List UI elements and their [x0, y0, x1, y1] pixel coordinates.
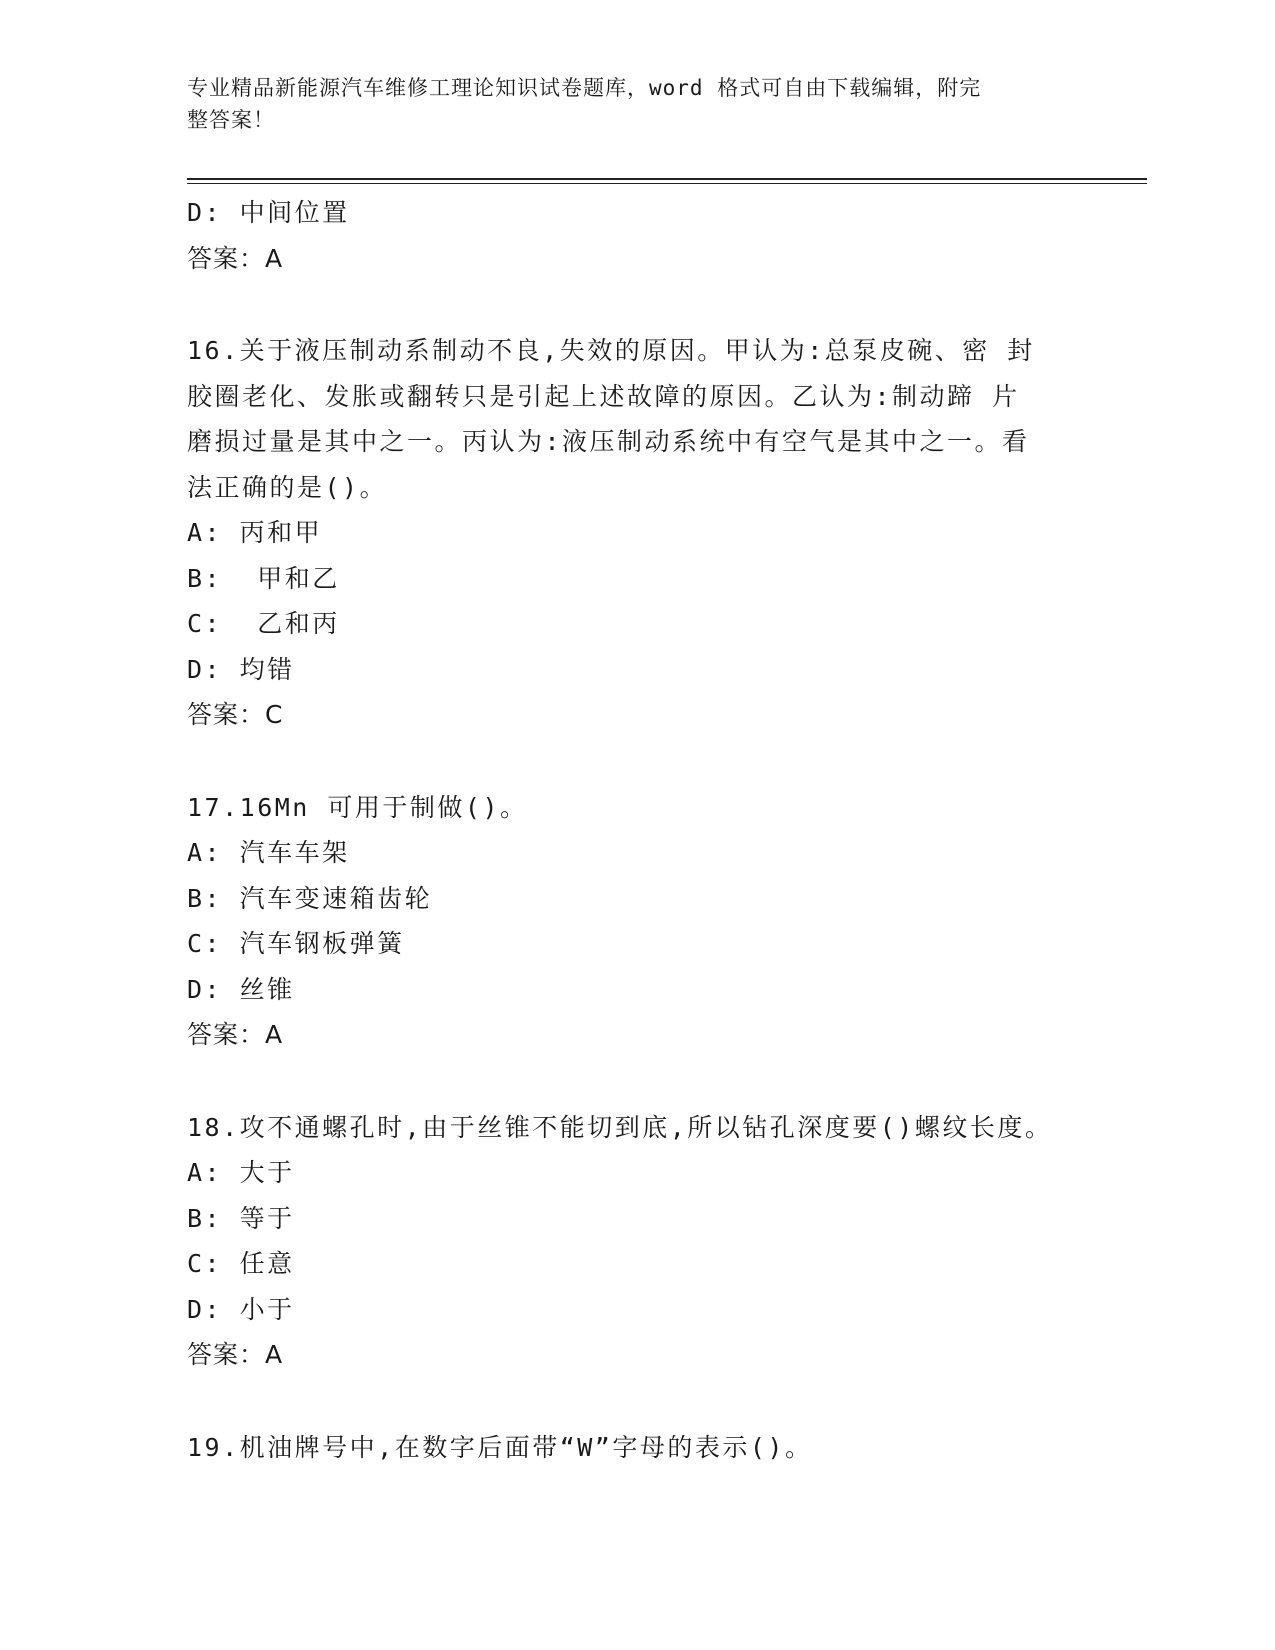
answer: 答案：C	[187, 700, 284, 729]
option-d: D: 小于	[187, 1294, 295, 1324]
question-stem: 17.16Mn 可用于制做()。	[187, 792, 528, 822]
option-c: C: 任意	[187, 1249, 295, 1278]
question-stem-line-3: 磨损过量是其中之一。丙认为:液压制动系统中有空气是其中之一。看	[187, 427, 1030, 456]
answer: 答案：A	[187, 1340, 284, 1369]
question-18	[187, 1105, 1087, 1378]
question-19	[187, 1425, 1087, 1471]
option-b: B: 汽车变速箱齿轮	[187, 883, 433, 913]
option-d: D: 中间位置	[187, 198, 350, 227]
question-stem-line-1: 16.关于液压制动系制动不良,失效的原因。甲认为:总泵皮碗、密 封	[187, 336, 1035, 365]
option-a: A: 汽车车架	[187, 838, 350, 867]
option-c: C: 汽车钢板弹簧	[187, 929, 405, 958]
option-a: A: 丙和甲	[187, 518, 323, 547]
question-stem: 19.机油牌号中,在数字后面带“W”字母的表示()。	[187, 1432, 813, 1462]
answer: 答案：A	[187, 1020, 284, 1049]
question-15-tail	[187, 190, 1087, 281]
header-line-2: 整答案！	[187, 108, 275, 132]
option-b: B: 等于	[187, 1203, 295, 1233]
header-divider	[187, 178, 1147, 184]
question-stem: 18.攻不通螺孔时,由于丝锥不能切到底,所以钻孔深度要()螺纹长度。	[187, 1112, 1053, 1142]
option-d: D: 均错	[187, 654, 295, 684]
question-17	[187, 785, 1087, 1058]
question-16	[187, 328, 1087, 738]
option-b: B: 甲和乙	[187, 563, 340, 593]
answer: 答案：A	[187, 243, 284, 273]
option-a: A: 大于	[187, 1158, 295, 1187]
question-stem-line-4: 法正确的是()。	[187, 472, 388, 502]
option-d: D: 丝锥	[187, 974, 295, 1004]
question-stem-line-2: 胶圈老化、发胀或翻转只是引起上述故障的原因。乙认为:制动蹄 片	[187, 381, 1020, 411]
question-list	[187, 190, 1087, 1470]
header-line-1: 专业精品新能源汽车维修工理论知识试卷题库，word 格式可自由下载编辑，附完	[187, 76, 982, 100]
document-page	[187, 0, 1147, 1650]
page-header	[187, 72, 1067, 136]
option-c: C: 乙和丙	[187, 609, 340, 638]
